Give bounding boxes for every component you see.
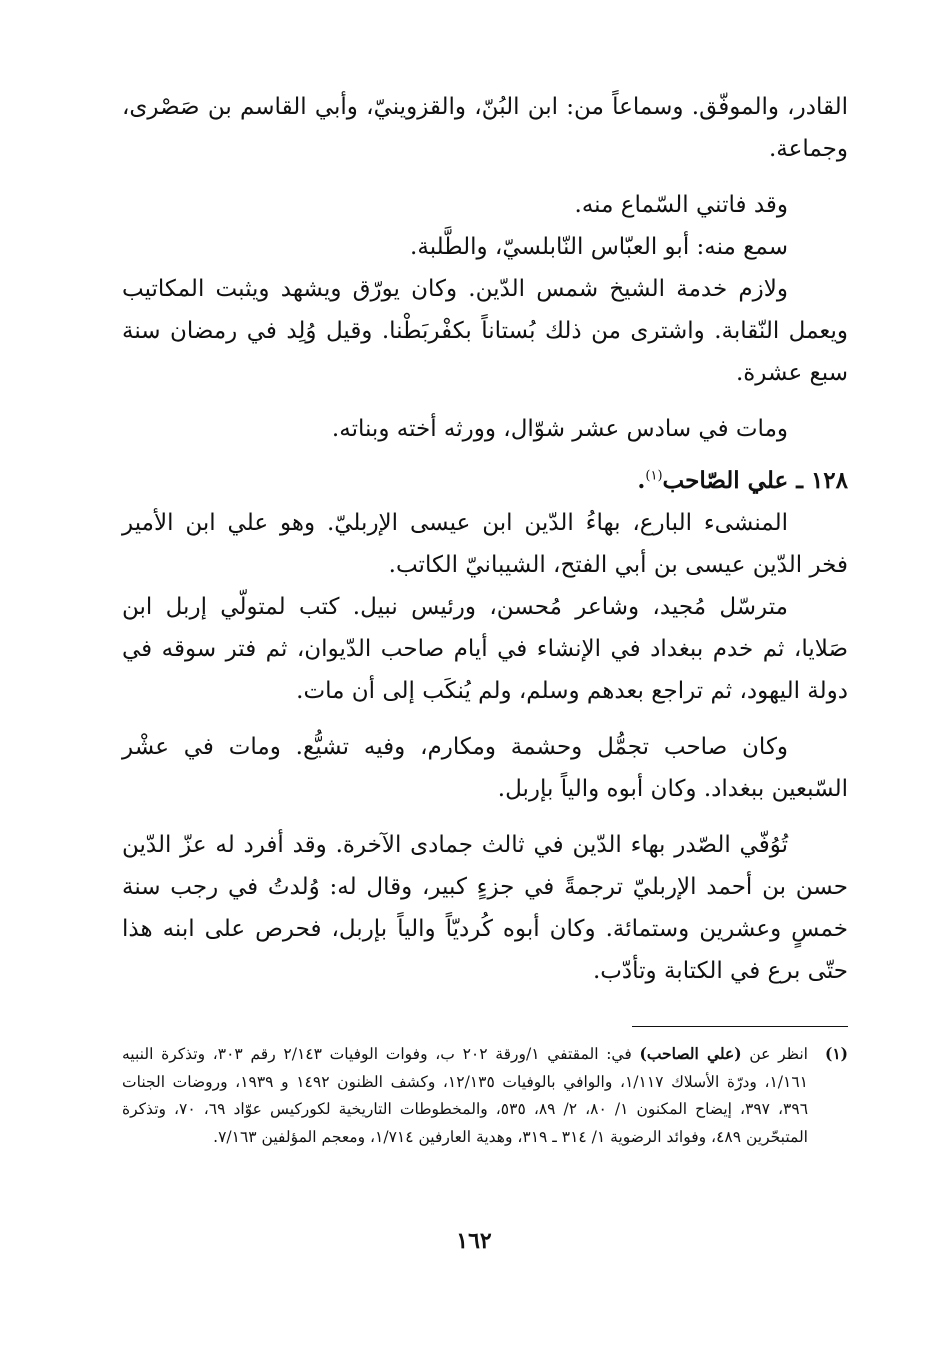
footnote-1: [122, 1040, 848, 1151]
paragraph-teachers: القادر، والموفّق. وسماعاً من: ابن البُنّ، والقزوينيّ، وأبي القاسم بن صَصْرى، وجماعة.: [122, 94, 848, 162]
paragraph-entry-biography: تُوُفّي الصّدر بهاء الدّين في ثالث جمادى الآخرة. وقد أفرد له عزّ الدّين حسن بن أحمد الإربليّ ترجمةً في جزءٍ كبير، وقال له: وُلدتُ في رجب سنة خمسٍ وعشرين وستمائة. وكان أبوه كُرديّاً والياً بإربل، فحرص على ابنه هذا حتّى برع في الكتابة وتأدّب.: [122, 832, 848, 984]
entry-heading: [122, 460, 848, 502]
page-number: ١٦٢: [456, 1228, 492, 1254]
paragraph-service: ولازم خدمة الشيخ شمس الدّين. وكان يورّق ويشهد ويثبت المكاتيب ويعمل النّقابة. واشترى من ذلك بُستاناً بكفْربَطْنا. وقيل وُلِد في رمضان سنة سبع عشرة.: [122, 276, 848, 386]
footnote-divider: [632, 1026, 848, 1027]
entry-heading-period: .: [637, 467, 646, 494]
footnote-lead: انظر عن: [749, 1045, 808, 1063]
footnote-subject: (علي الصاحب): [639, 1044, 742, 1063]
paragraph-missed-hearing: وقد فاتني السّماع منه.: [574, 192, 788, 218]
footnotes: [122, 1040, 848, 1151]
paragraph-death: ومات في سادس عشر شوّال، وورثه أخته وبناته.: [331, 416, 788, 442]
footnote-number: (١): [824, 1044, 848, 1063]
main-text: [122, 86, 848, 992]
entry-title: ١٢٨ ـ علي الصّاحب: [662, 467, 848, 494]
paragraph-entry-character: وكان صاحب تجمُّل وحشمة ومكارم، وفيه تشيُّع. ومات في عشْر السّبعين ببغداد. وكان أبوه والياً بإربل.: [122, 734, 848, 802]
footnote-reference: (١): [645, 468, 663, 484]
paragraph-entry-career: مترسّل مُجيد، وشاعر مُحسن، ورئيس نبيل. كتب لمتولّي إربل ابن صَلايا، ثم خدم ببغداد في الإنشاء في أيام صاحب الدّيوان، ثم فتر سوقه في دولة اليهود، ثم تراجع بعدهم وسلم، ولم يُنكَب إلى أن مات.: [122, 594, 849, 704]
paragraph-students: سمع منه: أبو العبّاس النّابلسيّ، والطَّلبة.: [410, 234, 788, 260]
footnote-body: [122, 1040, 808, 1151]
paragraph-entry-identity: المنشىء البارع، بهاءُ الدّين ابن عيسى الإربليّ. وهو علي ابن الأمير فخر الدّين عيسى بن أبي الفتح، الشيبانيّ الكاتب.: [122, 510, 848, 578]
footnote-sources: في: المقتفي ١/ورقة ٢٠٢ ب، وفوات الوفيات ٢/١٤٣ رقم ٣٠٣، وتذكرة النبيه ١/١٦١، ودرّة الأسلاك ١/١١٧، والوافي بالوفيات ١٢/١٣٥، وكشف الظنون ١٤٩٢ و ١٩٣٩، وروضات الجنات ٣٩٦، ٣٩٧، إيضاح المكنون ١/ ٨٠، ٢/ ٨٩، ٥٣٥، والمخطوطات التاريخية لكوركيس عوّاد ٦٩، ٧٠، وتذكرة المتبحّرين ٤٨٩، وفوائد الرضوية ١/ ٣١٤ ـ ٣١٩، وهدية العارفين ١/٧١٤، ومعجم المؤلفين ٧/١٦٣.: [122, 1045, 809, 1146]
